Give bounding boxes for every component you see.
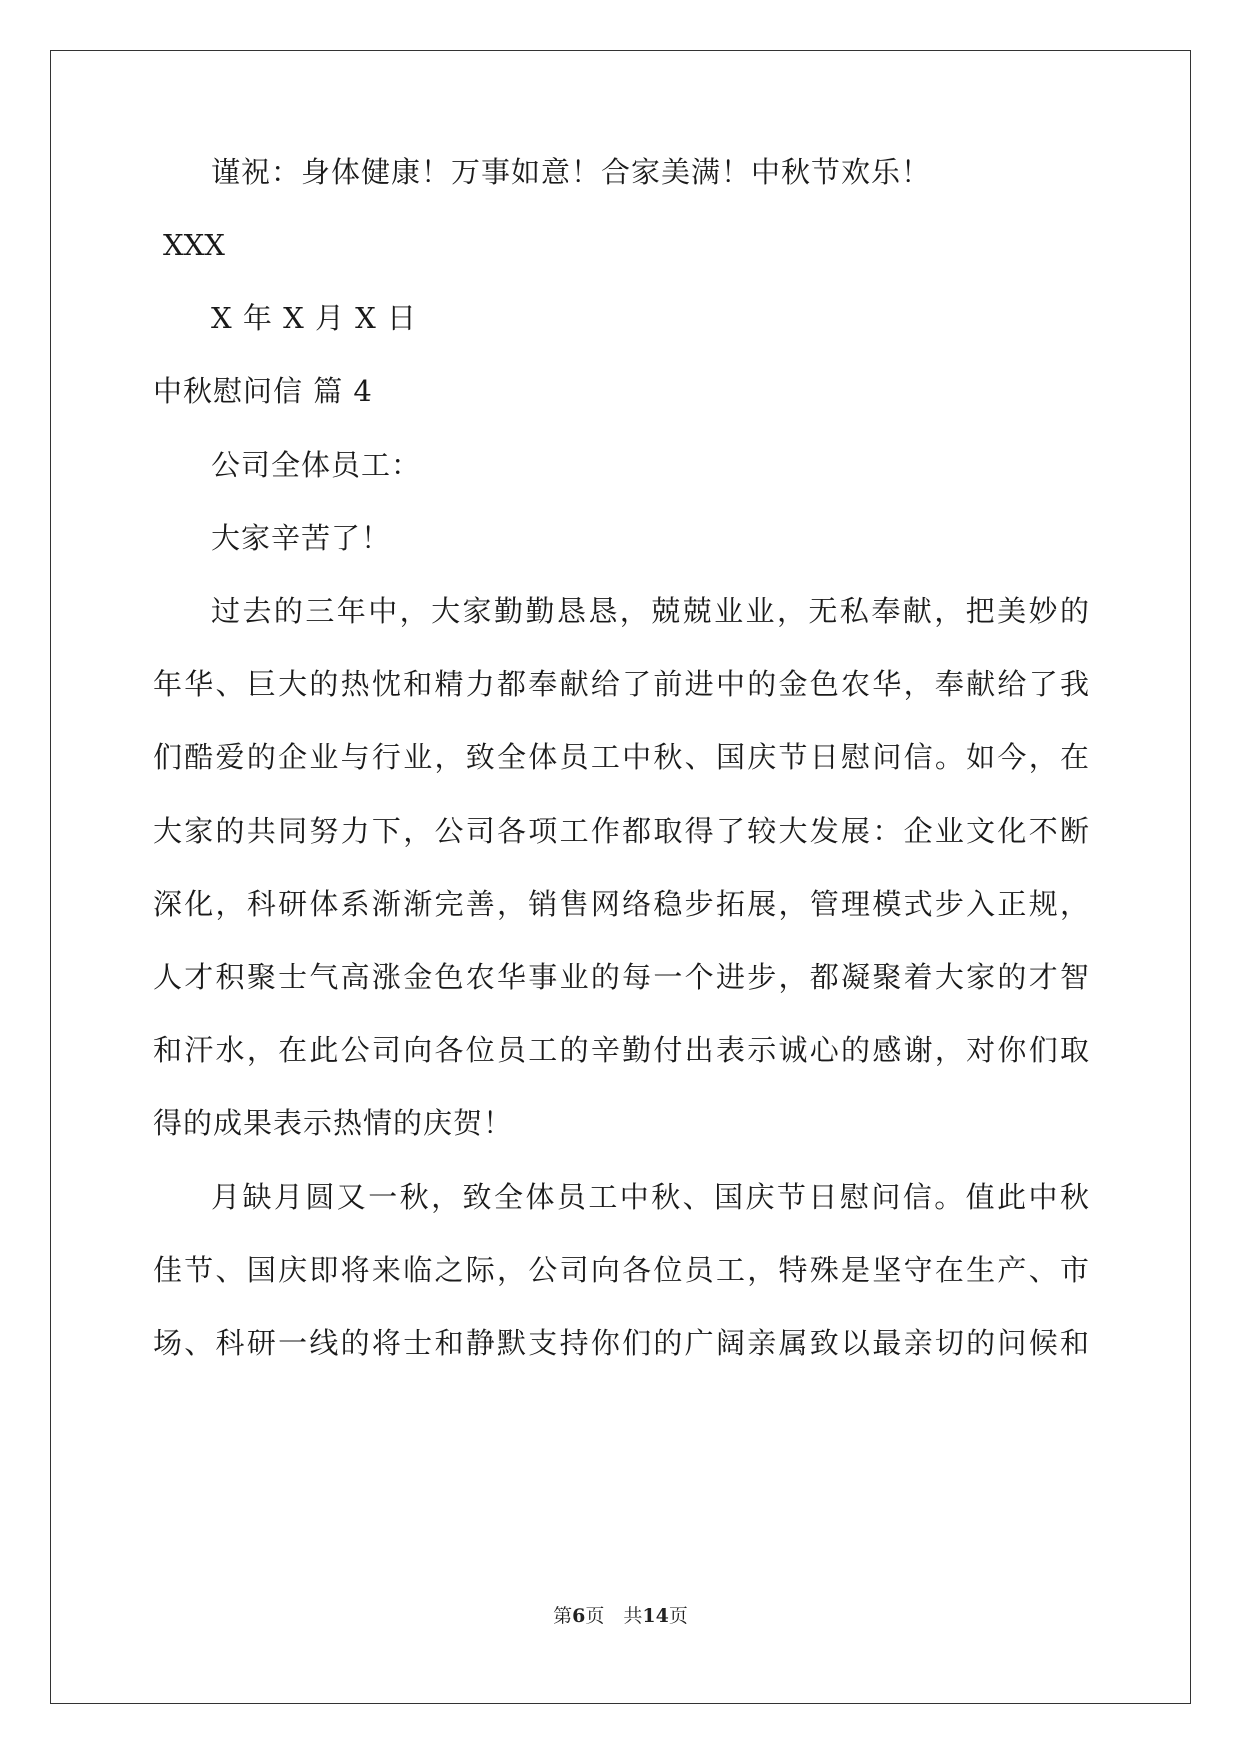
paragraph-line: 月缺月圆又一秋，致全体员工中秋、国庆节日慰问信。值此中秋 [211,1180,1090,1214]
date-line: X 年 X 月 X 日 [211,301,418,335]
paragraph-line: 们酷爱的企业与行业，致全体员工中秋、国庆节日慰问信。如今，在 [153,740,1090,774]
paragraph-line: 得的成果表示热情的庆贺！ [153,1106,514,1140]
footer-suffix: 页 [668,1605,688,1627]
section-title: 中秋慰问信 篇 4 [153,374,373,408]
paragraph-line: 大家的共同努力下，公司各项工作都取得了较大发展：企业文化不断 [153,814,1090,848]
footer-prefix: 第 [553,1605,573,1627]
salutation: 公司全体员工： [211,448,422,482]
total-page-number: 14 [642,1605,669,1627]
paragraph-line: 深化，科研体系渐渐完善，销售网络稳步拓展，管理模式步入正规， [153,887,1090,921]
current-page-number: 6 [572,1605,586,1627]
signature: XXX [163,228,225,262]
footer-mid: 页 共 [585,1605,643,1627]
paragraph-line: 场、科研一线的将士和静默支持你们的广阔亲属致以最亲切的问候和 [153,1326,1090,1360]
paragraph-line: 佳节、国庆即将来临之际，公司向各位员工，特殊是坚守在生产、市 [153,1253,1090,1287]
paragraph-line: 和汗水，在此公司向各位员工的辛勤付出表示诚心的感谢，对你们取 [153,1033,1090,1067]
paragraph-line: 年华、巨大的热忱和精力都奉献给了前进中的金色农华，奉献给了我 [153,667,1090,701]
greeting: 大家辛苦了！ [211,521,392,555]
closing-wishes: 谨祝：身体健康！万事如意！合家美满！中秋节欢乐！ [211,155,932,189]
paragraph-line: 过去的三年中，大家勤勤恳恳，兢兢业业，无私奉献，把美妙的 [211,594,1090,628]
paragraph-line: 人才积聚士气高涨金色农华事业的每一个进步，都凝聚着大家的才智 [153,960,1090,994]
page-footer [0,1603,1241,1629]
